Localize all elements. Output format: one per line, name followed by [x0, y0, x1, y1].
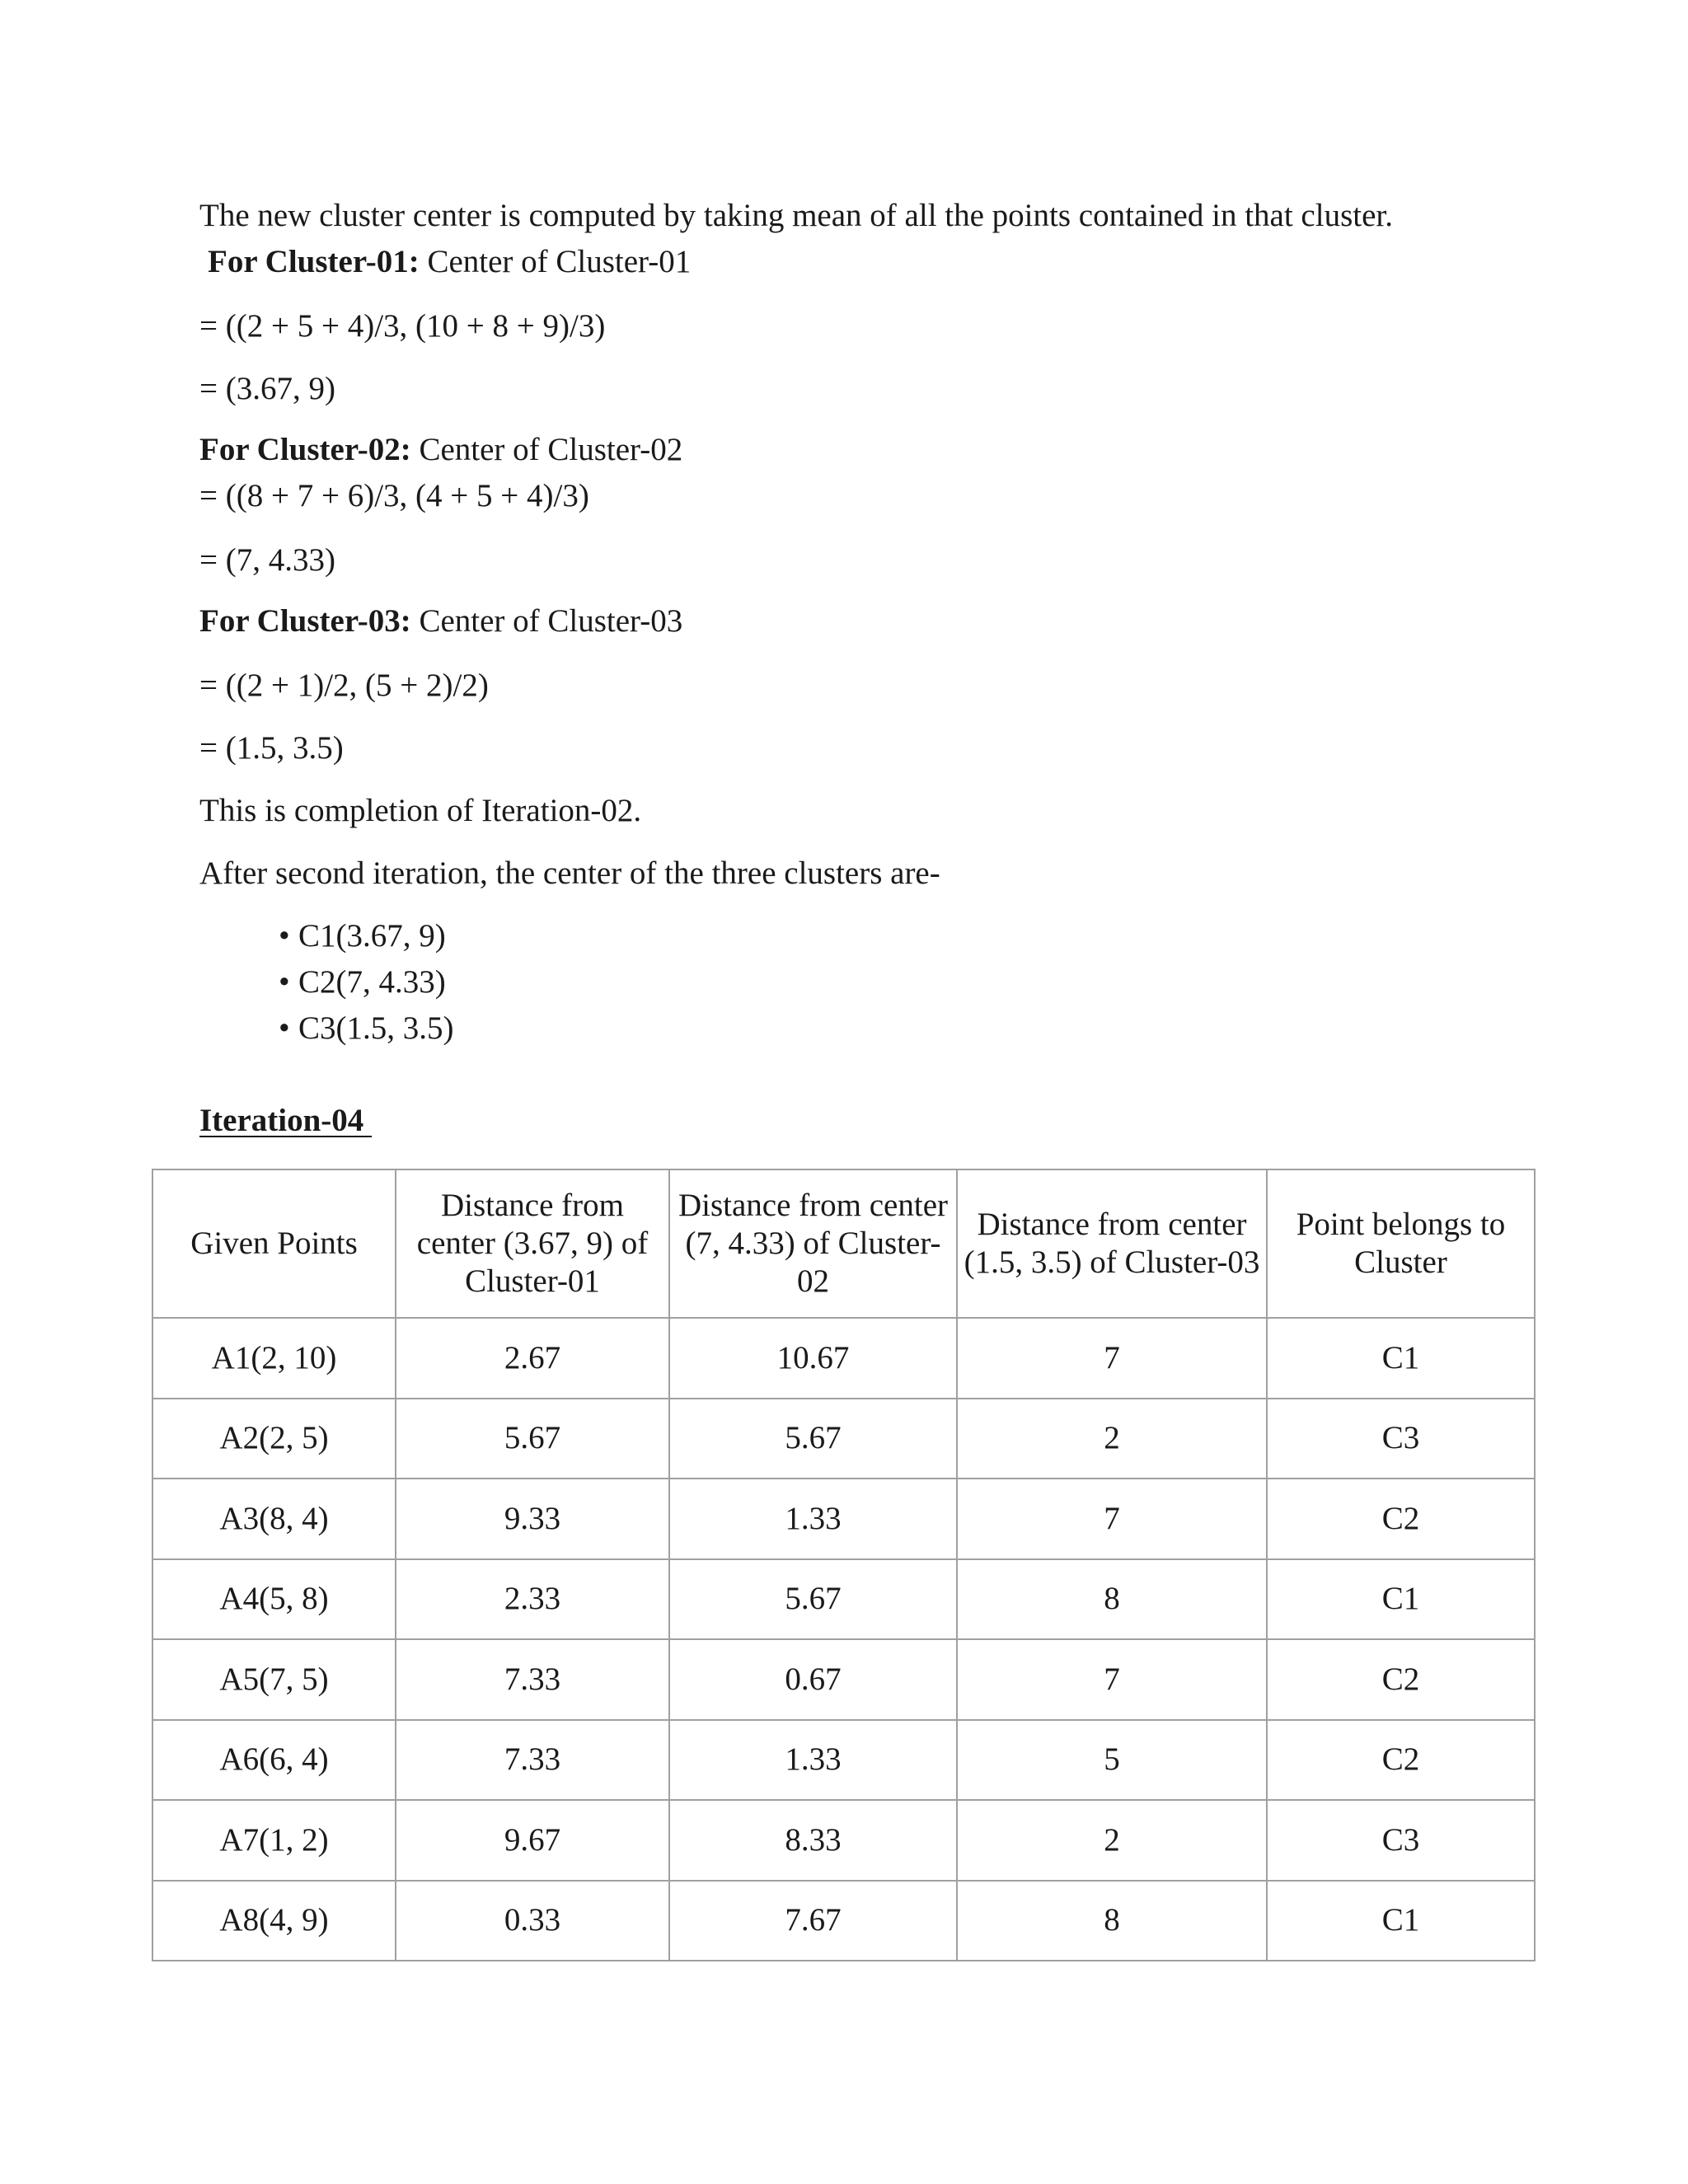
cluster-cell: C3	[1267, 1800, 1535, 1881]
distance-cell: 8.33	[669, 1800, 957, 1881]
distance-cell: 2.33	[396, 1559, 669, 1640]
distance-table	[152, 1169, 1536, 1961]
distance-cell: 2.67	[396, 1318, 669, 1399]
cluster1-heading	[208, 242, 691, 282]
distance-cell: 7	[957, 1639, 1267, 1720]
distance-cell: 2	[957, 1800, 1267, 1881]
cluster3-formula: = ((2 + 1)/2, (5 + 2)/2)	[199, 668, 489, 703]
bullet-icon: •	[279, 918, 290, 954]
cluster-cell: C2	[1267, 1479, 1535, 1559]
table-row	[152, 1399, 1535, 1479]
table-row	[152, 1720, 1535, 1801]
header-distance-cluster-02: Distance from center (7, 4.33) of Cluster-02	[669, 1169, 957, 1318]
cluster3-label: For Cluster-03:	[199, 603, 411, 639]
distance-cell: 5.67	[669, 1399, 957, 1479]
cluster2-label: For Cluster-02:	[199, 432, 411, 467]
bullet-icon: •	[279, 964, 290, 1000]
iteration-heading: Iteration-04	[199, 1103, 373, 1138]
cluster-cell: C1	[1267, 1881, 1535, 1961]
cluster1-result: = (3.67, 9)	[199, 371, 335, 406]
distance-cell: 7	[957, 1479, 1267, 1559]
header-point-belongs: Point belongs to Cluster	[1267, 1169, 1535, 1318]
distance-cell: 7.33	[396, 1639, 669, 1720]
cluster1-label: For Cluster-01:	[208, 244, 420, 279]
cluster-cell: C2	[1267, 1720, 1535, 1801]
cluster-cell: C1	[1267, 1559, 1535, 1640]
distance-cell: 7	[957, 1318, 1267, 1399]
point-cell: A1(2, 10)	[152, 1318, 396, 1399]
cluster1-formula: = ((2 + 5 + 4)/3, (10 + 8 + 9)/3)	[199, 308, 606, 344]
distance-cell: 9.33	[396, 1479, 669, 1559]
cluster-cell: C1	[1267, 1318, 1535, 1399]
table-row	[152, 1639, 1535, 1720]
point-cell: A7(1, 2)	[152, 1800, 396, 1881]
cluster3-heading	[199, 602, 682, 641]
point-cell: A4(5, 8)	[152, 1559, 396, 1640]
point-cell: A5(7, 5)	[152, 1639, 396, 1720]
cluster2-heading	[199, 430, 682, 470]
cluster1-text: Center of Cluster-01	[419, 244, 692, 279]
distance-cell: 1.33	[669, 1479, 957, 1559]
point-cell: A3(8, 4)	[152, 1479, 396, 1559]
after-iteration-text: After second iteration, the center of the three clusters are-	[199, 855, 940, 891]
table-row	[152, 1800, 1535, 1881]
center-list-item: • C2(7, 4.33)	[279, 963, 446, 1002]
cluster-cell: C2	[1267, 1639, 1535, 1720]
header-given-points: Given Points	[152, 1169, 396, 1318]
table-header-row	[152, 1169, 1535, 1318]
cluster2-formula: = ((8 + 7 + 6)/3, (4 + 5 + 4)/3)	[199, 478, 589, 513]
cluster2-result: = (7, 4.33)	[199, 542, 335, 578]
distance-cell: 7.67	[669, 1881, 957, 1961]
distance-cell: 7.33	[396, 1720, 669, 1801]
distance-cell: 0.33	[396, 1881, 669, 1961]
distance-cell: 2	[957, 1399, 1267, 1479]
point-cell: A2(2, 5)	[152, 1399, 396, 1479]
point-cell: A8(4, 9)	[152, 1881, 396, 1961]
bullet-icon: •	[279, 1010, 290, 1046]
completion-text: This is completion of Iteration-02.	[199, 793, 642, 828]
distance-cell: 9.67	[396, 1800, 669, 1881]
header-distance-cluster-01: Distance from center (3.67, 9) of Cluster-01	[396, 1169, 669, 1318]
distance-cell: 5.67	[396, 1399, 669, 1479]
distance-cell: 1.33	[669, 1720, 957, 1801]
distance-cell: 8	[957, 1559, 1267, 1640]
distance-cell: 0.67	[669, 1639, 957, 1720]
cluster-cell: C3	[1267, 1399, 1535, 1479]
table-row	[152, 1318, 1535, 1399]
intro-paragraph: The new cluster center is computed by taking mean of all the points contained in that cluster.	[199, 198, 1393, 233]
table-row	[152, 1881, 1535, 1961]
table-row	[152, 1559, 1535, 1640]
distance-cell: 5	[957, 1720, 1267, 1801]
distance-cell: 10.67	[669, 1318, 957, 1399]
cluster3-result: = (1.5, 3.5)	[199, 730, 344, 766]
cluster2-text: Center of Cluster-02	[410, 432, 683, 467]
center-list-item: • C1(3.67, 9)	[279, 916, 446, 956]
center-list-item: • C3(1.5, 3.5)	[279, 1009, 454, 1048]
cluster3-text: Center of Cluster-03	[410, 603, 683, 639]
table-row	[152, 1479, 1535, 1559]
distance-cell: 5.67	[669, 1559, 957, 1640]
header-distance-cluster-03: Distance from center (1.5, 3.5) of Cluster-03	[957, 1169, 1267, 1318]
point-cell: A6(6, 4)	[152, 1720, 396, 1801]
distance-cell: 8	[957, 1881, 1267, 1961]
